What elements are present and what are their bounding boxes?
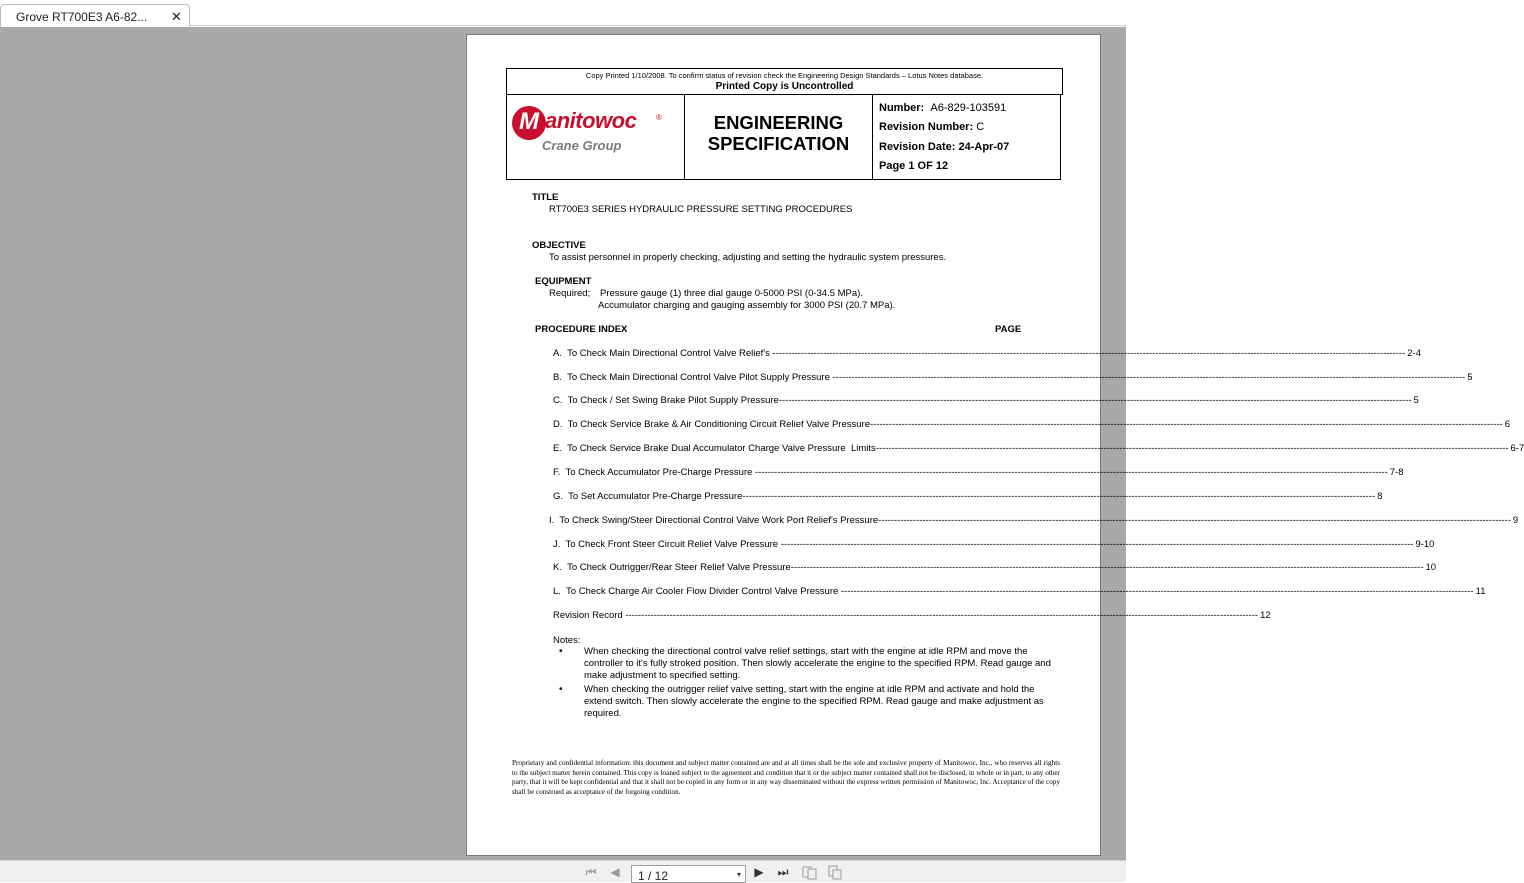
procedure-label: K. To Check Outrigger/Rear Steer Relief Valve Pressure — [553, 562, 791, 573]
leader-dashes: -------------------------------------------------------------------------------------------------------------------------------------------------------------------------------------------------------- — [780, 539, 1414, 550]
procedure-label: G. To Set Accumulator Pre-Charge Pressure — [553, 491, 743, 502]
uncontrolled-label: Printed Copy is Uncontrolled — [715, 81, 854, 92]
revision-date-row — [879, 141, 1009, 153]
procedure-label: J. To Check Front Steer Circuit Relief Valve Pressure — [553, 539, 781, 550]
leader-dashes: -------------------------------------------------------------------------------------------------------------------------------------------------------------------------------------------------------- — [840, 586, 1474, 597]
tab-title: Grove RT700E3 A6-82... — [16, 10, 148, 24]
logo-wordmark: anitowoc — [545, 108, 637, 133]
procedure-index-row — [553, 467, 1404, 478]
info-cell — [873, 95, 1062, 180]
page-number-value: 1 / 12 — [638, 869, 669, 883]
last-page-icon[interactable]: ⏭ — [777, 865, 789, 879]
equipment-line-1: Pressure gauge (1) three dial gauge 0-5000 PSI (0-34.5 MPa). — [600, 288, 863, 299]
revision-label: Revision Number: — [879, 121, 974, 133]
logo-registered-mark: ® — [656, 113, 662, 122]
page-number-field[interactable] — [631, 865, 746, 883]
first-page-icon[interactable]: ⏮ — [585, 865, 597, 879]
title-text: RT700E3 SERIES HYDRAULIC PRESSURE SETTING PROCEDURES — [549, 204, 853, 215]
objective-heading: OBJECTIVE — [532, 240, 586, 251]
eng-title-line1: ENGINEERING — [713, 112, 844, 133]
procedure-label: E. To Check Service Brake Dual Accumulator Charge Valve Pressure Limits — [553, 443, 876, 454]
number-value: A6-829-103591 — [930, 102, 1007, 114]
logo-m-letter: M — [519, 108, 539, 135]
leader-dashes: -------------------------------------------------------------------------------------------------------------------------------------------------------------------------------------------------------- — [878, 515, 1511, 526]
notes-heading: Notes: — [553, 635, 581, 646]
procedure-label: L. To Check Charge Air Cooler Flow Divider Control Valve Pressure — [553, 586, 841, 597]
procedure-page: 10 — [1425, 562, 1437, 573]
two-page-view-icon[interactable] — [827, 865, 843, 881]
note-item: • When checking the directional control valve relief settings, start with the engine at idle RPM and move the controller to it's fully stroked position. Then slowly accelerate the engine to the specified RPM. Read gauge and make adjustment to specified setting. — [559, 646, 1059, 682]
leader-dashes: -------------------------------------------------------------------------------------------------------------------------------------------------------------------------------------------------------- — [832, 372, 1466, 383]
leader-dashes: -------------------------------------------------------------------------------------------------------------------------------------------------------------------------------------------------------- — [625, 610, 1259, 621]
procedure-page: 6-7 — [1510, 443, 1524, 454]
procedure-page: 9 — [1512, 515, 1519, 526]
procedure-page: 8 — [1377, 491, 1383, 502]
procedure-index-row — [553, 491, 1383, 502]
leader-dashes: -------------------------------------------------------------------------------------------------------------------------------------------------------------------------------------------------------- — [772, 348, 1406, 359]
page-value: 1 OF 12 — [908, 160, 949, 172]
page-navigation-toolbar — [0, 860, 1126, 882]
procedure-label: Revision Record — [553, 610, 626, 621]
procedure-page: 7-8 — [1389, 467, 1404, 478]
procedure-index-row — [549, 515, 1519, 526]
procedure-index-row — [553, 443, 1524, 454]
logo-cell — [507, 95, 685, 180]
procedure-page: 11 — [1475, 586, 1486, 597]
procedure-label: A. To Check Main Directional Control Valve Relief's — [553, 348, 773, 359]
pdf-page — [466, 34, 1524, 856]
page-column-heading: PAGE — [995, 324, 1022, 335]
title-heading: TITLE — [532, 192, 559, 203]
procedure-index-heading: PROCEDURE INDEX — [535, 324, 628, 335]
leader-dashes: -------------------------------------------------------------------------------------------------------------------------------------------------------------------------------------------------------- — [790, 562, 1424, 573]
previous-page-icon[interactable]: ◀ — [610, 865, 620, 879]
tab-bar — [0, 0, 1126, 26]
equipment-required-label: Required; — [549, 288, 591, 299]
procedure-label: F. To Check Accumulator Pre-Charge Pressure — [553, 467, 756, 478]
leader-dashes: -------------------------------------------------------------------------------------------------------------------------------------------------------------------------------------------------------- — [875, 443, 1509, 454]
logo-subtitle: Crane Group — [542, 138, 622, 153]
engineering-specification-title — [685, 112, 872, 154]
procedure-page: 12 — [1260, 610, 1271, 621]
document-tab[interactable] — [0, 4, 190, 27]
procedure-page: 6 — [1504, 419, 1510, 430]
document-viewer[interactable] — [0, 27, 1524, 860]
close-icon[interactable]: ✕ — [171, 9, 182, 24]
logo-m-badge — [512, 106, 546, 140]
procedure-index-row — [553, 372, 1473, 383]
procedure-page: 5 — [1467, 372, 1473, 383]
revision-value: C — [976, 121, 985, 133]
revision-row — [879, 121, 984, 133]
leader-dashes: -------------------------------------------------------------------------------------------------------------------------------------------------------------------------------------------------------- — [869, 419, 1503, 430]
title-cell — [685, 95, 873, 180]
procedure-index-row — [553, 586, 1486, 597]
procedure-page: 2-4 — [1407, 348, 1421, 359]
procedure-index-row — [553, 562, 1437, 573]
leader-dashes: -------------------------------------------------------------------------------------------------------------------------------------------------------------------------------------------------------- — [778, 395, 1412, 406]
eng-title-line2: SPECIFICATION — [707, 133, 850, 154]
number-label: Number: — [879, 102, 925, 114]
procedure-index-row — [553, 419, 1510, 430]
leader-dashes: -------------------------------------------------------------------------------------------------------------------------------------------------------------------------------------------------------- — [755, 467, 1388, 478]
procedure-label: I. To Check Swing/Steer Directional Control Valve Work Port Relief's Pressure — [549, 515, 879, 526]
equipment-heading: EQUIPMENT — [535, 276, 592, 287]
procedure-label: B. To Check Main Directional Control Valve Pilot Supply Pressure — [553, 372, 833, 383]
revision-date-value: 24-Apr-07 — [958, 141, 1010, 153]
copy-note: Copy Printed 1/10/2008. To confirm status of revision check the Engineering Design Standards – Lotus Notes database. — [585, 71, 984, 80]
procedure-label: D. To Check Service Brake & Air Conditioning Circuit Relief Valve Pressure — [553, 419, 870, 430]
procedure-index-row — [553, 395, 1419, 406]
next-page-icon[interactable]: ▶ — [754, 865, 764, 879]
procedure-index-row — [553, 539, 1435, 550]
equipment-line-2: Accumulator charging and gauging assembly for 3000 PSI (20.7 MPa). — [598, 300, 896, 311]
header-table — [506, 95, 1061, 180]
chevron-down-icon[interactable]: ▾ — [736, 870, 741, 879]
leader-dashes: -------------------------------------------------------------------------------------------------------------------------------------------------------------------------------------------------------- — [742, 491, 1376, 502]
page-row — [879, 160, 948, 172]
procedure-index-row — [553, 348, 1421, 359]
revision-date-label: Revision Date: — [879, 141, 956, 153]
number-row — [879, 102, 1006, 114]
note-item: • When checking the outrigger relief valve setting, start with the engine at idle RPM and activate and hold the extend switch. Then slowly accelerate the engine to the specified RPM. Read gauge and make adjustment as required. — [559, 684, 1059, 720]
procedure-page: 9-10 — [1415, 539, 1435, 550]
procedure-page: 5 — [1413, 395, 1419, 406]
notes-list — [559, 646, 1059, 722]
objective-text: To assist personnel in properly checking, adjusting and setting the hydraulic system pressures. — [549, 252, 947, 263]
copy-notice-box — [506, 68, 1063, 95]
procedure-label: C. To Check / Set Swing Brake Pilot Supply Pressure — [553, 395, 779, 406]
procedure-index-row — [553, 610, 1271, 621]
single-page-view-icon[interactable] — [802, 865, 818, 881]
confidentiality-footer: Proprietary and confidential information: this document and subject matter contained are and at all times shall be the sole and exclusive property of Manitowoc, Inc., who reserves all rights to the subject matter herein contained. This copy is loaned subject to the agreement and condition that it or the subject matter contained shall not be disclosed, in whole or in part, to any other party, that it will be kept confidential and that it shall not be copied in any form or in any way disseminated without the express written permission of Manitowoc, Inc. Acceptance of the copy shall be construed as acceptance of the forgoing condition. — [512, 759, 1060, 797]
page-label: Page — [879, 160, 906, 172]
